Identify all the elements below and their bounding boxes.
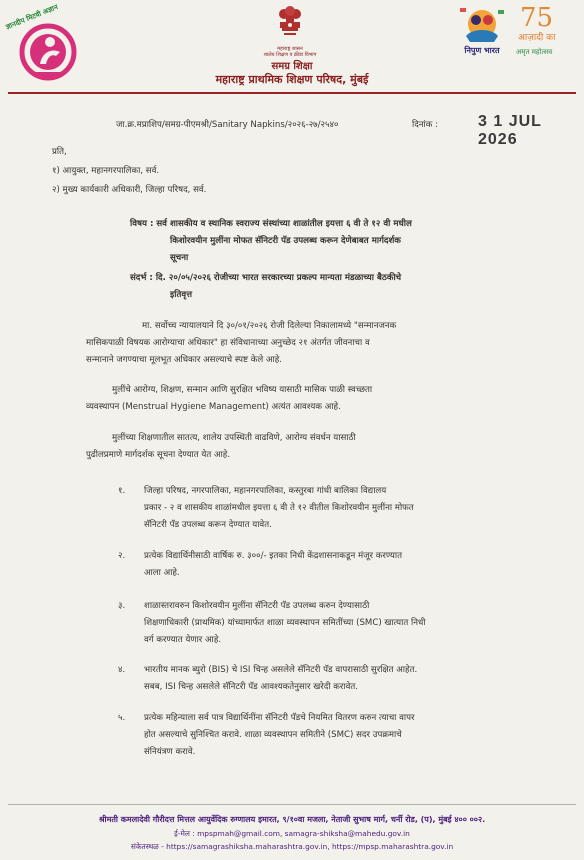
- point-line: वर्ग करण्यात येणार आहे.: [144, 635, 222, 645]
- para-2-line-1: मुलींचे आरोग्य, शिक्षण, सन्मान आणि सुरक्षित भविष्य यासाठी मासिक पाळी स्वच्छता: [112, 385, 373, 395]
- subject-line-3: सूचना: [170, 253, 189, 263]
- subject-line-1: विषय : सर्व शासकीय व स्थानिक स्वराज्य संस्थांच्या शाळांतील इयत्ता ६ वी ते १२ वी मधील: [130, 219, 412, 229]
- point-number: ५.: [118, 713, 126, 723]
- header-title-samagra: समग्र शिक्षा: [271, 61, 313, 72]
- point-line: जिल्हा परिषद, नगरपालिका, महानगरपालिका, कस्तुरबा गांधी बालिका विद्यालय: [144, 486, 387, 496]
- point-line: प्रकार - २ व शासकीय शाळांमधील इयत्ता ६ वी ते १२ वीतील किशोरवयीन मुलींना मोफत: [144, 503, 414, 513]
- point-number: २.: [118, 551, 126, 561]
- reference-note-line-1: संदर्भ : दि. २०/०५/२०२६ रोजीच्या भारत सरकारच्या प्रकल्प मान्यता मंडळाच्या बैठकीचे: [130, 273, 402, 283]
- recipient-2: २) मुख्य कार्यकारी अधिकारी, जिल्हा परिषद, सर्व.: [52, 185, 207, 195]
- point-line: शिक्षणाधिकारी (प्राथमिक) यांच्यामार्फत शाळा व्यवस्थापन समितींच्या (SMC) खात्यात निधी: [144, 618, 426, 628]
- reference-note-line-2: इतिवृत्त: [170, 290, 193, 300]
- azadi-amrit-mahotsav-logo: [516, 4, 582, 62]
- date-stamp: 3 1 JUL 2026: [478, 113, 542, 148]
- footer-email[interactable]: ई-मेल : mpspmah@gmail.com, samagra-shiksha@mahedu.gov.in: [174, 829, 410, 838]
- subject-line-2: किशोरवयीन मुलींना मोफत सॅनिटरी पॅड उपलब्ध करून देणेबाबत मार्गदर्शक: [170, 236, 401, 246]
- azadi-line-1: आज़ादी का: [518, 33, 556, 43]
- header-divider: [8, 92, 576, 94]
- para-3-line-2: पुढीलप्रमाणे मार्गदर्शक सूचना देण्यात येत आहे.: [86, 450, 231, 460]
- footer-address: श्रीमती कमलादेवी गौरीदत्त मित्तल आयुर्वेदिक रुग्णालय इमारत, ९/१०वा मजला, नेताजी सुभाष मार्ग, चर्नी रोड, (प), मुंबई ४०० ००२.: [98, 815, 486, 824]
- azadi-line-2: अमृत महोत्सव: [516, 48, 553, 56]
- logo-left-caption: ज्ञानदीप मिटवी अज्ञान: [4, 3, 60, 32]
- para-1-line-2: मासिकपाळी विषयक आरोग्याचा अधिकार" हा संविधानाच्या अनुच्छेद २१ अंतर्गत जीवनाचा व: [86, 338, 370, 348]
- point-line: भारतीय मानक ब्युरो (BIS) चे ISI चिन्ह असलेले सॅनिटरी पॅड वापरासाठी सुरक्षित आहेत.: [144, 665, 418, 675]
- point-line: सबब, ISI चिन्ह असलेले सॅनिटरी पॅड आवश्यकतेनुसार खरेदी करावेत.: [144, 682, 359, 692]
- point-number: ३.: [118, 601, 126, 611]
- nipun-bharat-text: निपुण भारत: [464, 46, 500, 55]
- para-1-line-3: सन्मानाने जगण्याचा मूलभूत अधिकार असल्याचे स्पष्ट केले आहे.: [86, 355, 283, 365]
- point-line: आला आहे.: [144, 568, 180, 578]
- point-line: शाळास्तरावरुन किशोरवयीन मुलींना सॅनिटरी पॅड उपलब्ध करुन देण्यासाठी: [144, 601, 370, 611]
- point-line: संनियंत्रण करावे.: [144, 747, 196, 757]
- para-2-line-2: व्यवस्थापन (Menstrual Hygiene Management) अत्यंत आवश्यक आहे.: [86, 402, 341, 412]
- header-title-parishad: महाराष्ट्र प्राथमिक शिक्षण परिषद, मुंबई: [215, 73, 369, 86]
- state-emblem-icon: [270, 4, 310, 48]
- azadi-number: 75: [520, 3, 554, 33]
- footer-website[interactable]: संकेतस्थळ - https://samagrashiksha.maharashtra.gov.in, https://mpsp.maharashtra.gov.in: [130, 842, 454, 851]
- prati-label: प्रति,: [52, 147, 67, 157]
- point-number: १.: [118, 486, 126, 496]
- footer-divider: [8, 804, 576, 805]
- point-line: सॅनिटरी पॅड उपलब्ध करून देण्यात यावेत.: [144, 520, 272, 530]
- date-label: दिनांक :: [412, 120, 439, 130]
- emblem-caption-2: शालेय शिक्षण व क्रीडा विभाग: [263, 52, 317, 58]
- para-3-line-1: मुलींच्या शिक्षणातील सातत्य, शालेय उपस्थिती वाढविणे, आरोग्य संवर्धन यासाठी: [112, 433, 356, 443]
- point-line: होत असल्याचे सुनिश्चित करावे. शाळा व्यवस्थापन समितीने (SMC) सदर उपक्रमाचे: [144, 730, 402, 740]
- recipient-1: १) आयुक्त, महानगरपालिका, सर्व.: [52, 166, 160, 176]
- point-line: प्रत्येक महिन्याला सर्व पात्र विद्यार्थिनींना सॅनिटरी पॅडचे नियमित वितरण करुन त्याचा वापर: [144, 713, 415, 723]
- point-number: ४.: [118, 665, 126, 675]
- para-1-line-1: मा. सर्वोच्च न्यायालयाने दि ३०/०१/२०२६ रोजी दिलेल्या निकालामध्ये "सन्मानजनक: [142, 321, 397, 331]
- point-line: प्रत्येक विद्यार्थिनीसाठी वार्षिक रु. ३००/- इतका निधी केंद्रशासनाकडून मंजूर करण्यात: [144, 551, 403, 561]
- reference-number: जा.क्र.मप्राशिप/समग्र-पीएमश्री/Sanitary Napkins/२०२६-२७/२५४०: [116, 120, 339, 130]
- emblem-caption-1: महाराष्ट्र शासन: [277, 46, 303, 52]
